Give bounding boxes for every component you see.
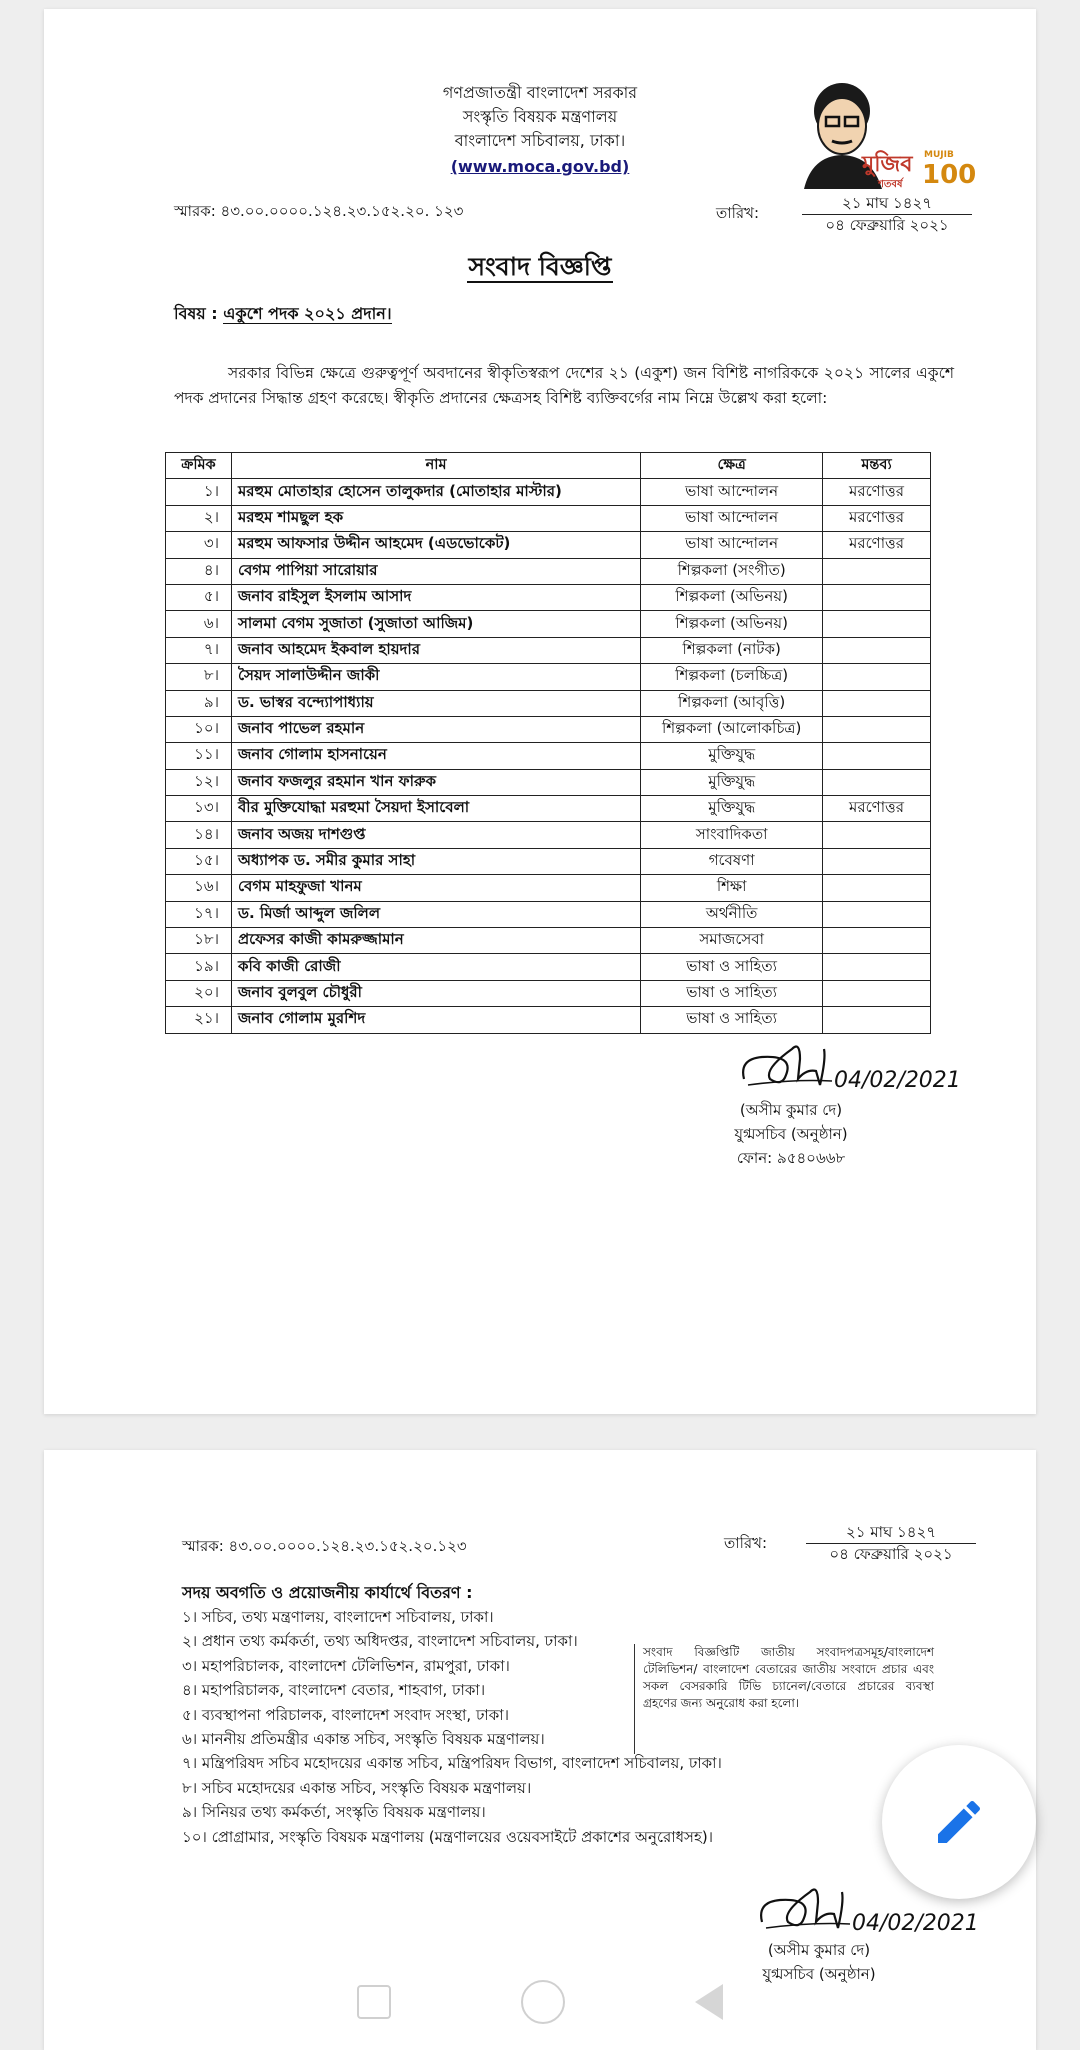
cell-name: জনাব গোলাম মুরশিদ: [231, 1007, 640, 1033]
cell-field: শিক্ষা: [641, 875, 823, 901]
cell-field: শিল্পকলা (অভিনয়): [641, 584, 823, 610]
svg-text:শতবর্ষ: শতবর্ষ: [878, 179, 903, 190]
cell-serial: ১।: [166, 479, 232, 505]
cell-remark: মরণোত্তর: [823, 479, 931, 505]
cell-name: মরহুম মোতাহার হোসেন তালুকদার (মোতাহার মাস্টার): [231, 479, 640, 505]
memo-number: স্মারক: ৪৩.০০.০০০০.১২৪.২৩.১৫২.২০. ১২৩: [174, 202, 464, 220]
cell-field: ভাষা ও সাহিত্য: [641, 980, 823, 1006]
list-item: ২। প্রধান তথ্য কর্মকর্তা, তথ্য অধিদপ্তর, বাংলাদেশ সচিবালয়, ঢাকা।: [182, 1632, 578, 1651]
cell-serial: ১৪।: [166, 822, 232, 848]
header-government: গণপ্রজাতন্ত্রী বাংলাদেশ সরকার: [442, 83, 638, 102]
table-row: [166, 848, 931, 874]
cell-serial: ১৬।: [166, 875, 232, 901]
cell-field: ভাষা আন্দোলন: [641, 532, 823, 558]
cell-field: সাংবাদিকতা: [641, 822, 823, 848]
table-row: [166, 980, 931, 1006]
document-page-1: [44, 9, 1036, 1414]
table-row: [166, 796, 931, 822]
cell-remark: মরণোত্তর: [823, 796, 931, 822]
cell-field: অর্থনীতি: [641, 901, 823, 927]
cell-serial: ২০।: [166, 980, 232, 1006]
cell-name: সালমা বেগম সুজাতা (সুজাতা আজিম): [231, 611, 640, 637]
cell-field: ভাষা আন্দোলন: [641, 505, 823, 531]
list-item: ৫। ব্যবস্থাপনা পরিচালক, বাংলাদেশ সংবাদ সংস্থা, ঢাকা।: [182, 1705, 509, 1724]
cell-remark: [823, 928, 931, 954]
date-english-2: ০৪ ফেব্রুয়ারি ২০২১: [829, 1545, 953, 1563]
cell-remark: [823, 848, 931, 874]
mujib-borsho-logo-icon: [792, 71, 977, 190]
recent-apps-icon[interactable]: [357, 1985, 391, 2019]
document-page-2: [44, 1450, 1036, 2050]
distribution-heading: সদয় অবগতি ও প্রয়োজনীয় কার্যার্থে বিতরণ :: [182, 1583, 473, 1602]
pencil-edit-icon: [931, 1794, 987, 1850]
cell-remark: [823, 611, 931, 637]
cell-field: সমাজসেবা: [641, 928, 823, 954]
col-header-serial: ক্রমিক: [166, 453, 232, 479]
col-header-name: নাম: [231, 453, 640, 479]
table-row: [166, 716, 931, 742]
cell-serial: ১৭।: [166, 901, 232, 927]
svg-text:MUJIB: MUJIB: [924, 150, 954, 160]
cell-remark: [823, 690, 931, 716]
list-item: ৬। মাননীয় প্রতিমন্ত্রীর একান্ত সচিব, সংস্কৃতি বিষয়ক মন্ত্রণালয়।: [182, 1730, 545, 1749]
date-bangla: ২১ মাঘ ১৪২৭: [802, 193, 972, 215]
table-row: [166, 479, 931, 505]
cell-remark: [823, 901, 931, 927]
signatory-name-2: (অসীম কুমার দে): [767, 1941, 871, 1959]
cell-field: মুক্তিযুদ্ধ: [641, 743, 823, 769]
list-item: ৩। মহাপরিচালক, বাংলাদেশ টেলিভিশন, রামপুরা, ঢাকা।: [182, 1656, 510, 1675]
signatory-phone: ফোন: ৯৫৪০৬৬৮: [736, 1149, 846, 1167]
table-row: [166, 664, 931, 690]
page-title: সংবাদ বিজ্ঞপ্তি: [468, 252, 612, 281]
cell-remark: [823, 664, 931, 690]
cell-name: বেগম পাপিয়া সারোয়ার: [231, 558, 640, 584]
cell-remark: [823, 980, 931, 1006]
cell-field: ভাষা ও সাহিত্য: [641, 1007, 823, 1033]
cell-field: শিল্পকলা (আবৃত্তি): [641, 690, 823, 716]
cell-serial: ১০।: [166, 716, 232, 742]
table-row: [166, 637, 931, 663]
cell-remark: [823, 637, 931, 663]
cell-remark: [823, 716, 931, 742]
table-row: [166, 769, 931, 795]
cell-serial: ১১।: [166, 743, 232, 769]
cell-name: জনাব রাইসুল ইসলাম আসাদ: [231, 584, 640, 610]
cell-remark: [823, 769, 931, 795]
table-row: [166, 901, 931, 927]
subject-line: [174, 301, 392, 328]
cell-field: মুক্তিযুদ্ধ: [641, 769, 823, 795]
cell-field: ভাষা আন্দোলন: [641, 479, 823, 505]
website-link[interactable]: (www.moca.gov.bd): [450, 157, 630, 176]
cell-name: জনাব অজয় দাশগুপ্ত: [231, 822, 640, 848]
date-bangla-2: ২১ মাঘ ১৪২৭: [806, 1522, 976, 1544]
distribution-note: সংবাদ বিজ্ঞপ্তিটি জাতীয় সংবাদপত্রসমূহ/বাংলাদেশ টেলিভিশন/ বাংলাদেশ বেতারের জাতীয় সংবাদে প্রচার এবং সকল বেসরকারি টিভি চ্যানেল/বেতারে প্রচারের ব্যবস্থা গ্রহণের জন্য অনুরোধ করা হলো।: [634, 1644, 934, 1754]
date-label-2: তারিখ:: [724, 1534, 768, 1552]
system-nav-bar: [0, 1975, 1080, 2029]
date-label: তারিখ:: [716, 204, 760, 222]
cell-field: শিল্পকলা (নাটক): [641, 637, 823, 663]
cell-field: শিল্পকলা (সংগীত): [641, 558, 823, 584]
awardee-table: [165, 452, 931, 1034]
cell-field: মুক্তিযুদ্ধ: [641, 796, 823, 822]
subject-value: একুশে পদক ২০২১ প্রদান।: [223, 304, 392, 323]
cell-field: শিল্পকলা (অভিনয়): [641, 611, 823, 637]
back-icon[interactable]: [695, 1984, 723, 2020]
cell-serial: ৩।: [166, 532, 232, 558]
col-header-remark: মন্তব্য: [823, 453, 931, 479]
signatory-designation: যুগ্মসচিব (অনুষ্ঠান): [734, 1125, 848, 1143]
cell-name: বেগম মাহফুজা খানম: [231, 875, 640, 901]
header-secretariat: বাংলাদেশ সচিবালয়, ঢাকা।: [454, 131, 626, 150]
table-row: [166, 532, 931, 558]
list-item: ৮। সচিব মহোদয়ের একান্ত সচিব, সংস্কৃতি বিষয়ক মন্ত্রণালয়।: [182, 1778, 532, 1797]
cell-serial: ৫।: [166, 584, 232, 610]
subject-label: বিষয় :: [174, 304, 218, 323]
list-item: ১০। প্রোগ্রামার, সংস্কৃতি বিষয়ক মন্ত্রণালয় (মন্ত্রণালয়ের ওয়েবসাইটে প্রকাশের অনুরোধসহ)।: [182, 1827, 714, 1846]
cell-field: শিল্পকলা (আলোকচিত্র): [641, 716, 823, 742]
col-header-field: ক্ষেত্র: [641, 453, 823, 479]
table-row: [166, 928, 931, 954]
cell-name: জনাব পাভেল রহমান: [231, 716, 640, 742]
table-row: [166, 875, 931, 901]
cell-remark: [823, 875, 931, 901]
cell-field: ভাষা ও সাহিত্য: [641, 954, 823, 980]
cell-name: মরহুম আফসার উদ্দীন আহমেদ (এডভোকেট): [231, 532, 640, 558]
cell-remark: মরণোত্তর: [823, 505, 931, 531]
cell-name: সৈয়দ সালাউদ্দীন জাকী: [231, 664, 640, 690]
list-item: ৭। মন্ত্রিপরিষদ সচিব মহোদয়ের একান্ত সচিব, মন্ত্রিপরিষদ বিভাগ, বাংলাদেশ সচিবালয়, ঢাকা।: [182, 1754, 722, 1773]
cell-name: ড. মির্জা আব্দুল জলিল: [231, 901, 640, 927]
cell-serial: ৭।: [166, 637, 232, 663]
date-english: ০৪ ফেব্রুয়ারি ২০২১: [825, 216, 949, 234]
table-row: [166, 954, 931, 980]
table-row: [166, 611, 931, 637]
cell-serial: ৯।: [166, 690, 232, 716]
cell-remark: [823, 743, 931, 769]
table-row: [166, 584, 931, 610]
signatory-block: [696, 1098, 886, 1170]
table-row: [166, 505, 931, 531]
header-ministry: সংস্কৃতি বিষয়ক মন্ত্রণালয়: [462, 107, 618, 126]
cell-remark: মরণোত্তর: [823, 532, 931, 558]
cell-serial: ১৩।: [166, 796, 232, 822]
svg-text:মুজিব: মুজিব: [862, 152, 913, 177]
cell-remark: [823, 822, 931, 848]
svg-text:04/02/2021: 04/02/2021: [834, 1068, 961, 1093]
cell-name: মরহুম শামছুল হক: [231, 505, 640, 531]
list-item: ১। সচিব, তথ্য মন্ত্রণালয়, বাংলাদেশ সচিবালয়, ঢাকা।: [182, 1608, 494, 1626]
cell-serial: ১৫।: [166, 848, 232, 874]
home-icon[interactable]: [521, 1980, 565, 2024]
table-row: [166, 743, 931, 769]
cell-serial: ১৮।: [166, 928, 232, 954]
cell-remark: [823, 584, 931, 610]
svg-text:04/02/2021: 04/02/2021: [852, 1911, 979, 1936]
cell-name: ড. ভাস্বর বন্দ্যোপাধ্যায়: [231, 690, 640, 716]
cell-serial: ১২।: [166, 769, 232, 795]
table-header-row: [166, 453, 931, 479]
cell-remark: [823, 558, 931, 584]
cell-field: শিল্পকলা (চলচ্চিত্র): [641, 664, 823, 690]
cell-remark: [823, 954, 931, 980]
cell-name: কবি কাজী রোজী: [231, 954, 640, 980]
cell-serial: ৮।: [166, 664, 232, 690]
table-row: [166, 690, 931, 716]
cell-serial: ৬।: [166, 611, 232, 637]
table-row: [166, 822, 931, 848]
date-block: [802, 193, 972, 235]
cell-field: গবেষণা: [641, 848, 823, 874]
cell-serial: ২।: [166, 505, 232, 531]
table-row: [166, 558, 931, 584]
body-paragraph: সরকার বিভিন্ন ক্ষেত্রে গুরুত্বপূর্ণ অবদানের স্বীকৃতিস্বরূপ দেশের ২১ (একুশ) জন বিশিষ্ট নাগরিককে ২০২১ সালের একুশে পদক প্রদানের সিদ্ধান্ত গ্রহণ করেছে। স্বীকৃতি প্রদানের ক্ষেত্রসহ বিশিষ্ট ব্যক্তিবর্গের নাম নিম্নে উল্লেখ করা হলো:: [174, 364, 954, 407]
cell-serial: ২১।: [166, 1007, 232, 1033]
cell-name: বীর মুক্তিযোদ্ধা মরহুমা সৈয়দা ইসাবেলা: [231, 796, 640, 822]
svg-text:100: 100: [922, 160, 977, 190]
date-block-2: [806, 1522, 976, 1564]
edit-fab-button[interactable]: [882, 1745, 1036, 1899]
cell-name: প্রফেসর কাজী কামরুজ্জামান: [231, 928, 640, 954]
cell-name: জনাব গোলাম হাসনায়েন: [231, 743, 640, 769]
list-item: ৯। সিনিয়র তথ্য কর্মকর্তা, সংস্কৃতি বিষয়ক মন্ত্রণালয়।: [182, 1803, 486, 1822]
cell-name: জনাব বুলবুল চৌধুরী: [231, 980, 640, 1006]
cell-name: অধ্যাপক ড. সমীর কুমার সাহা: [231, 848, 640, 874]
list-item: ৪। মহাপরিচালক, বাংলাদেশ বেতার, শাহবাগ, ঢাকা।: [182, 1681, 486, 1700]
signature-image: [734, 1029, 974, 1101]
cell-name: জনাব ফজলুর রহমান খান ফারুক: [231, 769, 640, 795]
cell-name: জনাব আহমেদ ইকবাল হায়দার: [231, 637, 640, 663]
signatory-designation-2: যুগ্মসচিব (অনুষ্ঠান): [762, 1965, 876, 1983]
cell-serial: ১৯।: [166, 954, 232, 980]
memo-number-2: স্মারক: ৪৩.০০.০০০০.১২৪.২৩.১৫২.২০.১২৩: [182, 1537, 467, 1555]
signatory-name: (অসীম কুমার দে): [739, 1101, 843, 1119]
cell-serial: ৪।: [166, 558, 232, 584]
